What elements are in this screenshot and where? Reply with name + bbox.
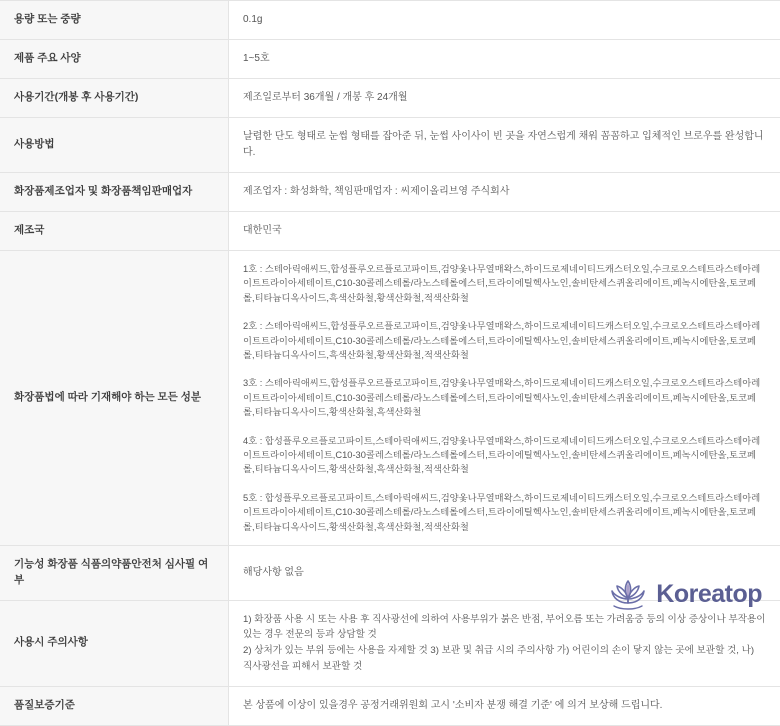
spec-table-body xyxy=(0,1,780,726)
table-row xyxy=(0,118,780,173)
cautions-cell xyxy=(229,600,780,686)
table-row-ingredients xyxy=(0,251,780,546)
ingredient-block: 3호 : 스테아릭애씨드,합성플루오르플로고파이트,검양옻나무열매왁스,하이드로제네이티드캐스터오일,수크로오스테트라스테아레이트트라이아세테이트,C10-30콜레스테롤/라노스테롤에스터,트라이에틸헥사노인,솔비탄세스퀴올리에이트,페녹시에탄올,토코페롤,티타늄디옥사이드,황색산화철,흑색산화철 xyxy=(243,376,766,419)
ingredient-block: 1호 : 스테아릭애씨드,합성플루오르플로고파이트,검양옻나무열매왁스,하이드로제네이티드캐스터오일,수크로오스테트라스테아레이트트라이아세테이트,C10-30콜레스테롤/라노스테롤에스터,트라이에틸헥사노인,솔비탄세스퀴올리에이트,페녹시에탄올,토코페롤,티타늄디옥사이드,흑색산화철,황색산화철,적색산화철 xyxy=(243,262,766,305)
row-value: 제조일로부터 36개월 / 개봉 후 24개월 xyxy=(229,79,780,118)
row-label: 사용방법 xyxy=(0,118,229,173)
row-value: 해당사항 없음 xyxy=(229,546,780,601)
table-row xyxy=(0,546,780,601)
row-label: 품질보증기준 xyxy=(0,686,229,725)
row-label: 제품 주요 사양 xyxy=(0,40,229,79)
row-value: 0.1g xyxy=(229,1,780,40)
table-row xyxy=(0,40,780,79)
row-label: 사용기간(개봉 후 사용기간) xyxy=(0,79,229,118)
table-row xyxy=(0,1,780,40)
caution-line: 1) 화장품 사용 시 또는 사용 후 직사광선에 의하여 사용부위가 붉은 반점, 부어오름 또는 가려움증 등의 이상 증상이나 부작용이 있는 경우 전문의 등과 상담할 것 xyxy=(243,612,766,644)
row-value: 날렵한 단도 형태로 눈썹 형태를 잡아준 뒤, 눈썹 사이사이 빈 곳을 자연스럽게 채워 꼼꼼하고 입체적인 브로우를 완성합니다. xyxy=(229,118,780,173)
row-label: 화장품법에 따라 기재해야 하는 모든 성분 xyxy=(0,251,229,546)
table-row xyxy=(0,79,780,118)
ingredient-block: 2호 : 스테아릭애씨드,합성플루오르플로고파이트,검양옻나무열매왁스,하이드로제네이티드캐스터오일,수크로오스테트라스테아레이트트라이아세테이트,C10-30콜레스테롤/라노스테롤에스터,트라이에틸헥사노인,솔비탄세스퀴올리에이트,페녹시에탄올,토코페롤,티타늄디옥사이드,흑색산화철,황색산화철,적색산화철 xyxy=(243,319,766,362)
table-row xyxy=(0,212,780,251)
ingredient-block: 4호 : 합성플루오르플로고파이트,스테아릭애씨드,검양옻나무열매왁스,하이드로제네이티드캐스터오일,수크로오스테트라스테아레이트트라이아세테이트,C10-30콜레스테롤/라노스테롤에스터,트라이에틸헥사노인,솔비탄세스퀴올리에이트,페녹시에탄올,토코페롤,티타늄디옥사이드,황색산화철,흑색산화철,적색산화철 xyxy=(243,434,766,477)
ingredients-cell xyxy=(229,251,780,546)
table-row-cautions xyxy=(0,600,780,686)
row-label: 제조국 xyxy=(0,212,229,251)
ingredient-block: 5호 : 합성플루오르플로고파이트,스테아릭애씨드,검양옻나무열매왁스,하이드로제네이티드캐스터오일,수크로오스테트라스테아레이트트라이아세테이트,C10-30콜레스테롤/라노스테롤에스터,트라이에틸헥사노인,솔비탄세스퀴올리에이트,페녹시에탄올,토코페롤,티타늄디옥사이드,황색산화철,흑색산화철,적색산화철 xyxy=(243,491,766,534)
row-value: 제조업자 : 화성화학, 책임판매업자 : 씨제이올리브영 주식회사 xyxy=(229,173,780,212)
row-value: 본 상품에 이상이 있을경우 공정거래위원회 고시 '소비자 분쟁 해결 기준' 에 의거 보상해 드립니다. xyxy=(229,686,780,725)
table-row xyxy=(0,173,780,212)
row-label: 용량 또는 중량 xyxy=(0,1,229,40)
caution-line: 2) 상처가 있는 부위 등에는 사용을 자제할 것 3) 보관 및 취급 시의 주의사항 가) 어린이의 손이 닿지 않는 곳에 보관할 것, 나) 직사광선을 피해서 보관할 것 xyxy=(243,643,766,675)
row-value: 대한민국 xyxy=(229,212,780,251)
row-label: 기능성 화장품 식품의약품안전처 심사필 여부 xyxy=(0,546,229,601)
row-label: 화장품제조업자 및 화장품책임판매업자 xyxy=(0,173,229,212)
watermark-text: Koreatop xyxy=(656,580,762,609)
row-value: 1~5호 xyxy=(229,40,780,79)
row-label: 사용시 주의사항 xyxy=(0,600,229,686)
table-row xyxy=(0,686,780,725)
